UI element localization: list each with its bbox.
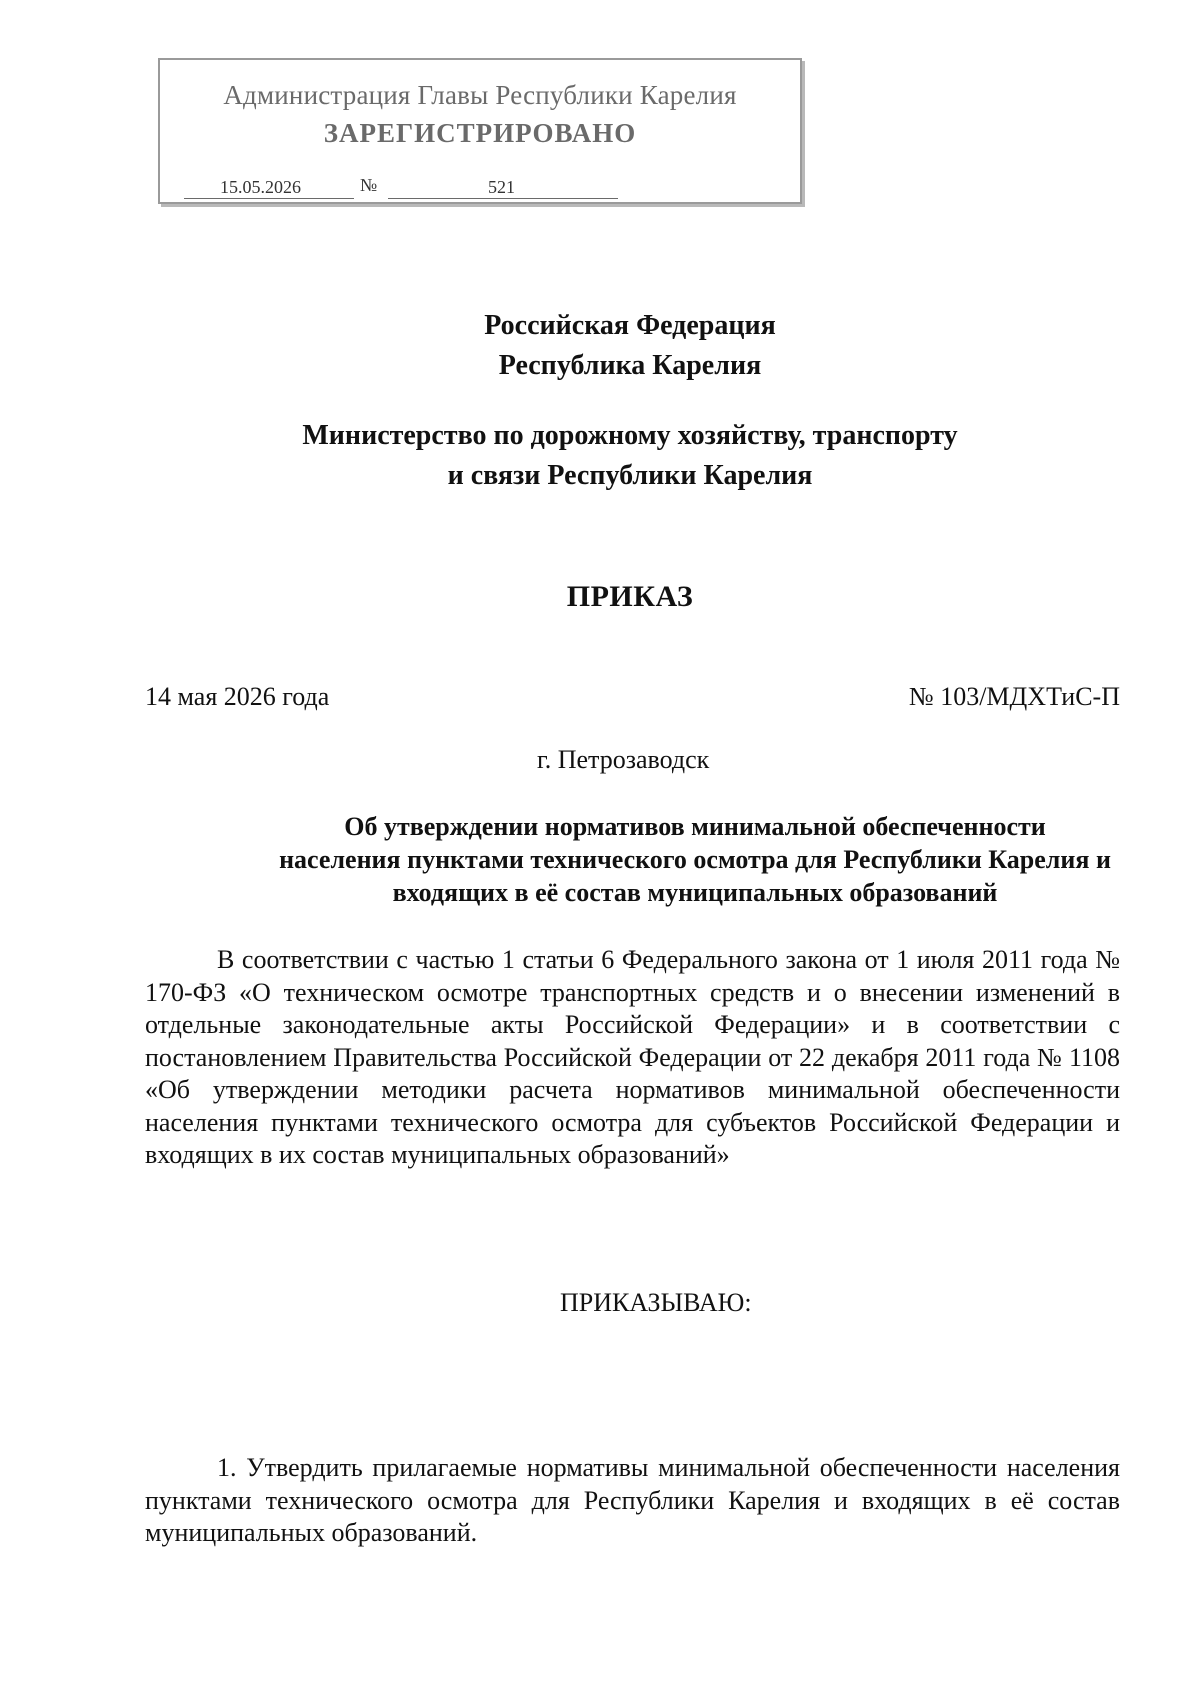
subject-line-3: входящих в её состав муниципальных образований bbox=[392, 878, 998, 907]
city: г. Петрозаводск bbox=[537, 745, 710, 774]
country-header bbox=[0, 306, 1200, 386]
registration-stamp bbox=[158, 58, 802, 204]
order-date: 14 мая 2026 года bbox=[145, 682, 330, 711]
stamp-number: 521 bbox=[488, 177, 515, 197]
republic-name: Республика Карелия bbox=[498, 350, 762, 381]
order-number: № 103/МДХТиС-П bbox=[908, 682, 1120, 711]
subject-line-2: населения пунктами технического осмотра для Республики Карелия и bbox=[279, 845, 1111, 874]
order-subject bbox=[145, 810, 1200, 909]
ministry-header bbox=[0, 416, 1200, 496]
subject-line-1: Об утверждении нормативов минимальной обеспеченности bbox=[344, 812, 1046, 841]
preamble-paragraph: В соответствии с частью 1 статьи 6 Федерального закона от 1 июля 2011 года № 170-ФЗ «О техническом осмотре транспортных средств и о внесении изменений в отдельные законодательные акты Российской Федерации» и в соответствии с постановлением Правительства Российской Федерации от 22 декабря 2011 года № 1108 «Об утверждении методики расчета нормативов минимальной обеспеченности населения пунктами технического осмотра для субъектов Российской Федерации и входящих в их состав муниципальных образований» bbox=[145, 945, 1120, 1169]
stamp-date-line bbox=[184, 172, 354, 199]
order-word: ПРИКАЗЫВАЮ: bbox=[560, 1288, 752, 1317]
stamp-number-sign: № bbox=[360, 175, 378, 195]
ministry-line-1: Министерство по дорожному хозяйству, транспорту bbox=[302, 420, 958, 451]
stamp-number-line bbox=[388, 172, 618, 199]
country-name: Российская Федерация bbox=[484, 310, 776, 341]
order-item-1: 1. Утвердить прилагаемые нормативы минимальной обеспеченности населения пунктами технического осмотра для Республики Карелия и входящих в её состав муниципальных образований. bbox=[145, 1453, 1120, 1547]
stamp-organization: Администрация Главы Республики Карелия bbox=[223, 80, 737, 110]
ministry-line-2: и связи Республики Карелия bbox=[447, 460, 813, 491]
stamp-date: 15.05.2026 bbox=[220, 177, 301, 197]
stamp-status: ЗАРЕГИСТРИРОВАНО bbox=[323, 118, 637, 148]
document-type: ПРИКАЗ bbox=[566, 580, 694, 613]
